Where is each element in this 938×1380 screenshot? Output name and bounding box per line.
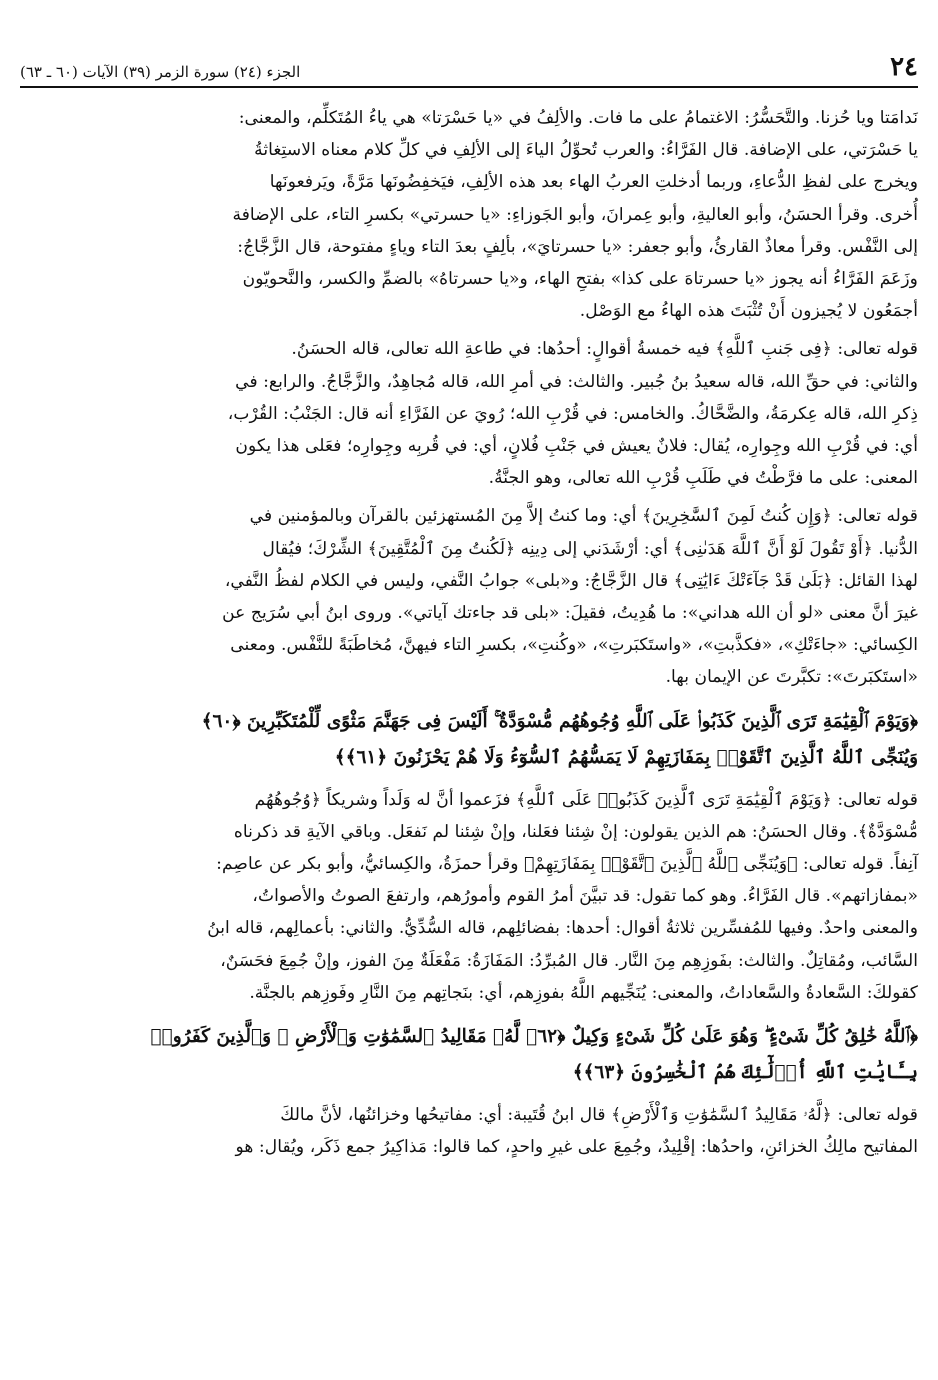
paragraph-hasrata: نَدامَتا ويا حُزنا. والتَّحَسُّرُ: الاغتمامُ على ما فات. والألِفُ في «يا حَسْرَتا» هي ياءُ المُتَكلِّم، والمعنى: يا حَسْرَتي، على الإضافة. قال الفَرَّاءُ: والعرب تُحوِّلُ الياءَ إلى الألِفِ في كلِّ كلام معناه الاستِغاثةُ ويخرج على لفظِ الدُّعاءِ، وربما أدخلتِ العربُ الهاء بعد هذه الألِفِ، فيَخفِضُونَها مَرَّةً، ويَرفعونَها أُخرى. وقرأ الحسَنُ، وأبو العاليةِ، وأبو عِمرانَ، وأبو الجَوزاءِ: «يا حسرتي» بكسرِ التاء، على الإضافة إلى النَّفْس. وقرأ معاذٌ القارئُ، وأبو جعفر: «يا حسرتايَ»، بألِفٍ بعدَ التاء وياءٍ مفتوحة، قال الزَّجَّاجُ: وزَعَمَ الفَرَّاءُ أنه يجوز «يا حسرتاهَ على كذا» بفتحِ الهاء، و«يا حسرتاهُ» بالضمِّ والكسر، والنَّحويّون أجمَعُون لا يُجيزون أَنْ تُثْبَتَ هذه الهاءُ مع الوَصْل. [232,108,918,322]
quran-verses-60-61: ﴿وَيَوْمَ ٱلْقِيَٰمَةِ تَرَى ٱلَّذِينَ كَذَبُوا۟ عَلَى ٱللَّهِ وُجُوهُهُم مُّسْوَدَّةٌ ۚ أَلَيْسَ فِى جَهَنَّمَ مَثْوًى لِّلْمُتَكَبِّرِينَ ﴿٦٠﴾ وَيُنَجِّى ٱللَّهُ ٱلَّذِينَ ٱتَّقَوْا۟ بِمَفَازَتِهِمْ لَا يَمَسُّهُمُ ٱلسُّوٓءُ وَلَا هُمْ يَحْزَنُونَ ﴿٦١﴾﴾ [201,710,918,768]
page-header [20,40,918,88]
book-page [20,40,918,1360]
paragraph-janb-allah: قوله تعالى: ﴿فِى جَنبِ ٱللَّهِ﴾ فيه خمسةُ أقوالٍ: أحدُها: في طاعةِ الله تعالى، قاله الحسَنُ. والثاني: في حقِّ الله، قاله سعيدُ بنُ جُبير. والثالث: في أمرِ الله، قاله مُجاهِدٌ، والزَّجَّاجُ. والرابع: في ذِكرِ الله، قاله عِكرمَةُ، والضَّحَّاكُ. والخامس: في قُرْبِ الله؛ رُويَ عن الفَرَّاءِ أنه قال: الجَنْبُ: القُرْب، أي: في قُرْبِ الله وجِوارِه، يُقال: فلانٌ يعيش في جَنْبِ فُلانٍ، أي: في قُربِه وجِوارِه؛ فعَلى هذا يكون المعنى: على ما فرَّطْتُ في طَلَبِ قُرْبِ الله تعالى، وهو الجنَّةُ. [227,339,918,489]
paragraph-sakhirin: قوله تعالى: ﴿وَإِن كُنتُ لَمِنَ ٱلسَّٰخِرِينَ﴾ أي: وما كنتُ إلاَّ مِنَ المُستهزئين بالقرآن وبالمؤمنين في الدُّنيا. ﴿أَوْ تَقُولَ لَوْ أَنَّ ٱللَّهَ هَدَىٰنِى﴾ أي: أرْشَدَني إلى دِينِه ﴿لَكُنتُ مِنَ ٱلْمُتَّقِينَ﴾ الشِّرْكَ؛ فيُقال لهذا القائل: ﴿بَلَىٰ قَدْ جَآءَتْكَ ءَايَٰتِى﴾ قال الزَّجَّاجُ: و«بلى» جوابُ النَّفي، وليس في الكلام لفظُ النَّفي، غيرَ أنَّ معنى «لو أن الله هداني»: ما هُدِيتُ، فقيلَ: «بلى قد جاءتك آياتي». وروى ابنُ أبي سُرَيج عن الكِسائي: «جاءَتْكِ»، «فكذَّبتِ»، «واستَكبَرتِ»، «وكُنتِ»، بكسرِ التاء فيهنَّ، مُخاطَبَةً للنَّفْس. ومعنى «استَكبَرتَ»: تكبَّرتَ عن الإيمان بها. [222,506,918,688]
page-number: ٢٤ [890,52,918,82]
paragraph-maqalid: قوله تعالى: ﴿لَّهُۥ مَقَالِيدُ ٱلسَّمَٰوَٰتِ وَٱلْأَرْضِ﴾ قال ابنُ قُتَيبة: أي: مفاتيحُها وخزائنُها، لأنَّ مالكَ المفاتيح مالِكُ الخزائنِ، واحدُها: إقْلِيدٌ، وجُمِعَ على غيرِ واحدٍ، كما قالوا: مَذاكِيرُ جمع ذَكَر، ويُقال: هو [235,1105,918,1158]
running-title: الجزء (٢٤) سورة الزمر (٣٩) الآيات (٦٠ ـ ٦٣) [20,63,301,81]
quran-verses-62-63: ﴿ٱللَّهُ خَٰلِقُ كُلِّ شَىْءٍ ۖ وَهُوَ عَلَىٰ كُلِّ شَىْءٍ وَكِيلٌ ﴿٦٢﴾ لَّهُۥ مَقَالِيدُ ٱلسَّمَٰوَٰتِ وَٱلْأَرْضِ ۗ وَٱلَّذِينَ كَفَرُوا۟ بِـَٔايَٰتِ ٱللَّهِ أُو۟لَٰٓئِكَ هُمُ ٱلْخَٰسِرُونَ ﴿٦٣﴾﴾ [150,1026,918,1084]
paragraph-mafaza: قوله تعالى: ﴿وَيَوْمَ ٱلْقِيَٰمَةِ تَرَى ٱلَّذِينَ كَذَبُوا۟ عَلَى ٱللَّهِ﴾ فزَعموا أنَّ له وَلَداً وشريكاً ﴿وُجُوهُهُم مُّسْوَدَّةٌ﴾. وقال الحسَنُ: هم الذين يقولون: إنْ شِئنا فعَلنا، وإنْ شِئنا لم نَفعَل. وباقي الآيةِ قد ذكرناه آنِفاً. قوله تعالى: ﴿وَيُنَجِّى ٱللَّهُ ٱلَّذِينَ ٱتَّقَوْا۟ بِمَفَازَتِهِمْ﴾ وقرأ حمزَةُ، والكِسائيُّ، وأبو بكر عن عاصِم: «بمفازاتهم». قال الفَرَّاءُ. وهو كما تقول: قد تبيَّنَ أمرُ القوم وأمورُهم، وارتفعَ الصوتُ والأصواتُ، والمعنى واحدٌ. وفيها للمُفسِّرين ثلاثةُ أقوال: أحدها: بفضائلِهم، قاله السُّدِّيُّ. والثاني: بأعمالِهم، قاله ابنُ السَّائب، ومُقاتِلٌ. والثالث: بفَوزِهِم مِنَ النَّار. قال المُبرِّدُ: المَفَازَةُ: مَفْعَلَةٌ مِنَ الفوز، وإنْ جُمِعَ فحَسَنٌ، كقولكَ: السَّعادةُ والسَّعاداتُ، والمعنى: يُنَجِّيهم اللَّهُ بفوزِهم، أي: بنَجاتِهم مِنَ النَّارِ وفَوزِهم بالجنَّة. [207,789,918,1003]
page-body [20,102,918,1163]
